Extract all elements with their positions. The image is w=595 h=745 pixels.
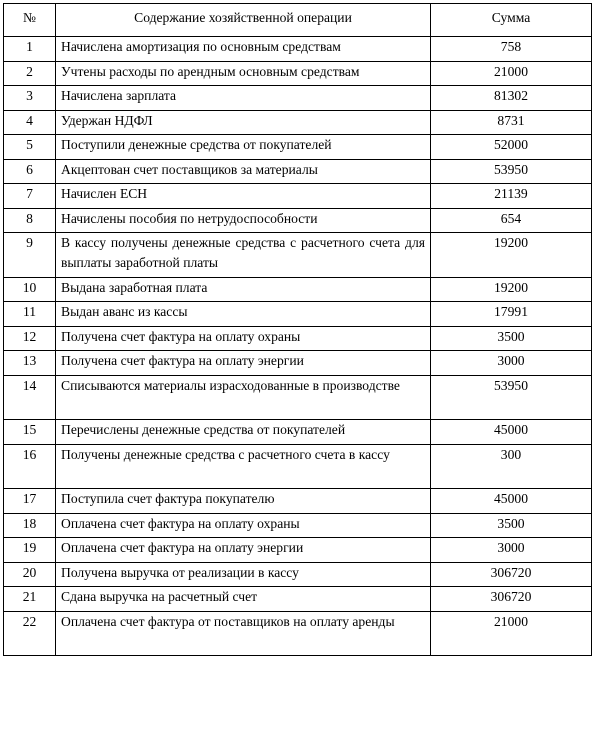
- operations-table: [3, 3, 592, 656]
- table-row: [4, 86, 592, 111]
- row-amount: 17991: [431, 302, 592, 327]
- row-number: 21: [4, 587, 56, 612]
- table-row: [4, 587, 592, 612]
- row-amount: 21000: [431, 611, 592, 656]
- row-number: 12: [4, 326, 56, 351]
- table-row: [4, 110, 592, 135]
- row-description: В кассу получены денежные средства с расчетного счета для выплаты заработной платы: [56, 233, 431, 278]
- row-description: Акцептован счет поставщиков за материалы: [56, 159, 431, 184]
- row-description: Сдана выручка на расчетный счет: [56, 587, 431, 612]
- table-row: [4, 302, 592, 327]
- row-amount: 758: [431, 37, 592, 62]
- row-number: 15: [4, 420, 56, 445]
- row-amount: 52000: [431, 135, 592, 160]
- row-amount: 19200: [431, 233, 592, 278]
- row-number: 5: [4, 135, 56, 160]
- row-amount: 306720: [431, 562, 592, 587]
- row-description: Начислена зарплата: [56, 86, 431, 111]
- row-number: 22: [4, 611, 56, 656]
- row-amount: 3000: [431, 351, 592, 376]
- row-amount: 45000: [431, 420, 592, 445]
- row-number: 8: [4, 208, 56, 233]
- table-row: [4, 444, 592, 489]
- row-number: 6: [4, 159, 56, 184]
- table-row: [4, 135, 592, 160]
- table-row: [4, 208, 592, 233]
- row-amount: 8731: [431, 110, 592, 135]
- operations-table-wrapper: [3, 3, 592, 656]
- row-description: Выдана заработная плата: [56, 277, 431, 302]
- row-number: 1: [4, 37, 56, 62]
- row-amount: 3000: [431, 538, 592, 563]
- row-number: 17: [4, 489, 56, 514]
- row-number: 20: [4, 562, 56, 587]
- row-description: Начислены пособия по нетрудоспособности: [56, 208, 431, 233]
- column-header-amount: Сумма: [431, 4, 592, 37]
- row-number: 16: [4, 444, 56, 489]
- row-description: Выдан аванс из кассы: [56, 302, 431, 327]
- row-amount: 21139: [431, 184, 592, 209]
- row-number: 11: [4, 302, 56, 327]
- table-row: [4, 375, 592, 420]
- table-row: [4, 159, 592, 184]
- table-row: [4, 538, 592, 563]
- row-amount: 45000: [431, 489, 592, 514]
- row-amount: 21000: [431, 61, 592, 86]
- row-description: Поступили денежные средства от покупателей: [56, 135, 431, 160]
- table-row: [4, 611, 592, 656]
- row-amount: 53950: [431, 159, 592, 184]
- row-number: 19: [4, 538, 56, 563]
- row-amount: 654: [431, 208, 592, 233]
- row-description: Получены денежные средства с расчетного счета в кассу: [56, 444, 431, 489]
- row-description: Получена счет фактура на оплату охраны: [56, 326, 431, 351]
- row-description: Оплачена счет фактура от поставщиков на оплату аренды: [56, 611, 431, 656]
- row-amount: 3500: [431, 326, 592, 351]
- row-number: 2: [4, 61, 56, 86]
- row-description: Удержан НДФЛ: [56, 110, 431, 135]
- row-number: 10: [4, 277, 56, 302]
- row-amount: 306720: [431, 587, 592, 612]
- row-description: Начислена амортизация по основным средствам: [56, 37, 431, 62]
- row-description: Получена счет фактура на оплату энергии: [56, 351, 431, 376]
- column-header-description: Содержание хозяйственной операции: [56, 4, 431, 37]
- table-body: [4, 37, 592, 656]
- table-row: [4, 233, 592, 278]
- row-number: 13: [4, 351, 56, 376]
- row-number: 7: [4, 184, 56, 209]
- row-amount: 300: [431, 444, 592, 489]
- row-amount: 19200: [431, 277, 592, 302]
- row-description: Поступила счет фактура покупателю: [56, 489, 431, 514]
- row-description: Учтены расходы по арендным основным средствам: [56, 61, 431, 86]
- row-description: Начислен ЕСН: [56, 184, 431, 209]
- table-row: [4, 37, 592, 62]
- row-number: 4: [4, 110, 56, 135]
- row-number: 14: [4, 375, 56, 420]
- row-amount: 53950: [431, 375, 592, 420]
- row-number: 3: [4, 86, 56, 111]
- row-amount: 81302: [431, 86, 592, 111]
- table-row: [4, 277, 592, 302]
- row-number: 9: [4, 233, 56, 278]
- table-row: [4, 489, 592, 514]
- row-description: Оплачена счет фактура на оплату энергии: [56, 538, 431, 563]
- row-amount: 3500: [431, 513, 592, 538]
- table-row: [4, 184, 592, 209]
- row-number: 18: [4, 513, 56, 538]
- row-description: Получена выручка от реализации в кассу: [56, 562, 431, 587]
- table-row: [4, 326, 592, 351]
- table-row: [4, 513, 592, 538]
- table-row: [4, 351, 592, 376]
- table-row: [4, 61, 592, 86]
- row-description: Оплачена счет фактура на оплату охраны: [56, 513, 431, 538]
- table-row: [4, 420, 592, 445]
- table-header: [4, 4, 592, 37]
- row-description: Перечислены денежные средства от покупателей: [56, 420, 431, 445]
- row-description: Списываются материалы израсходованные в производстве: [56, 375, 431, 420]
- column-header-number: №: [4, 4, 56, 37]
- table-row: [4, 562, 592, 587]
- header-row: [4, 4, 592, 37]
